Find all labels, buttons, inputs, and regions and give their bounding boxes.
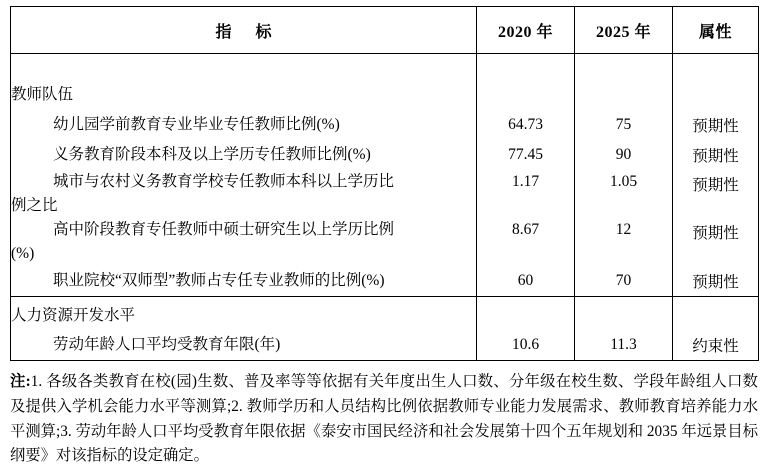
table-row <box>11 110 759 140</box>
row-attribute: 预期性 <box>673 218 759 266</box>
row-indicator <box>11 218 477 266</box>
table-row <box>11 218 759 266</box>
row-indicator-text: 劳动年龄人口平均受教育年限(年) <box>53 336 281 354</box>
table-header <box>11 7 759 54</box>
column-header-attribute: 属性 <box>673 7 759 54</box>
row-year1: 77.45 <box>477 140 575 170</box>
group-year1-empty <box>477 296 575 331</box>
row-attribute: 预期性 <box>673 140 759 170</box>
group-year1-empty <box>477 76 575 110</box>
notes-text: 1. 各级各类教育在校(园)生数、普及率等等依据有关年度出生人口数、分年级在校生数、学段年龄组人口数及提供入学机会能力水平等测算;2. 教师学历和人员结构比例依据教师专业能力发展需求、教师教育培养能力水平测算;3. 劳动年龄人口平均受教育年限依据《泰安市国民经济和社会发展第十四个五年规划和 2035 年远景目标纲要》对该指标的设定确定。 <box>10 373 758 465</box>
row-attribute: 预期性 <box>673 110 759 140</box>
column-header-year-2020: 2020 年 <box>477 7 575 54</box>
column-header-year-2025: 2025 年 <box>575 7 673 54</box>
notes-label: 注: <box>10 373 31 391</box>
row-indicator <box>11 266 477 296</box>
row-indicator <box>11 110 477 140</box>
row-year1: 60 <box>477 266 575 296</box>
row-indicator-text: 职业院校“双师型”教师占专任专业教师的比例(%) <box>53 271 385 289</box>
table-row <box>11 76 759 110</box>
table-row <box>11 170 759 218</box>
row-indicator-text: 幼儿园学前教育专业毕业专任教师比例(%) <box>53 115 340 133</box>
group-attr-empty <box>673 76 759 110</box>
row-indicator-line1: 城市与农村义务教育学校专任教师本科以上学历比 <box>53 173 395 190</box>
row-indicator <box>11 140 477 170</box>
group-year2-empty <box>575 296 673 331</box>
group-title: 教师队伍 <box>11 76 477 110</box>
table-header-row <box>11 7 759 54</box>
row-indicator-text-wrapper <box>11 170 476 218</box>
column-header-indicator: 指 标 <box>11 7 477 54</box>
spacer-cell <box>575 54 673 77</box>
spacer-cell <box>477 54 575 77</box>
spacer-cell <box>11 54 477 77</box>
row-attribute: 预期性 <box>673 170 759 218</box>
spacer-cell <box>673 54 759 77</box>
table-row <box>11 331 759 361</box>
row-year1: 64.73 <box>477 110 575 140</box>
row-year1: 10.6 <box>477 331 575 361</box>
row-indicator <box>11 170 477 218</box>
row-indicator-text-wrapper <box>11 218 476 266</box>
row-indicator-text: 义务教育阶段本科及以上学历专任教师比例(%) <box>53 145 371 163</box>
row-indicator <box>11 331 477 361</box>
table-row <box>11 140 759 170</box>
row-year1: 1.17 <box>477 170 575 218</box>
row-attribute: 预期性 <box>673 266 759 296</box>
row-indicator-line2: (%) <box>11 245 35 263</box>
group-title: 人力资源开发水平 <box>11 296 477 331</box>
row-indicator-line1: 高中阶段教育专任教师中硕士研究生以上学历比例 <box>53 221 395 239</box>
row-indicator-line2: 例之比 <box>11 197 58 215</box>
row-year2: 12 <box>575 218 673 266</box>
table-spacer-row <box>11 54 759 77</box>
group-year2-empty <box>575 76 673 110</box>
indicator-table <box>10 6 759 361</box>
table-row <box>11 296 759 331</box>
notes-paragraph <box>10 370 758 469</box>
row-attribute: 约束性 <box>673 331 759 361</box>
table-body <box>11 54 759 361</box>
row-year2: 75 <box>575 110 673 140</box>
row-year2: 1.05 <box>575 170 673 218</box>
row-year2: 90 <box>575 140 673 170</box>
row-year1: 8.67 <box>477 218 575 266</box>
table-notes <box>10 370 758 469</box>
row-year2: 70 <box>575 266 673 296</box>
group-attr-empty <box>673 296 759 331</box>
table-row <box>11 266 759 296</box>
row-year2: 11.3 <box>575 331 673 361</box>
